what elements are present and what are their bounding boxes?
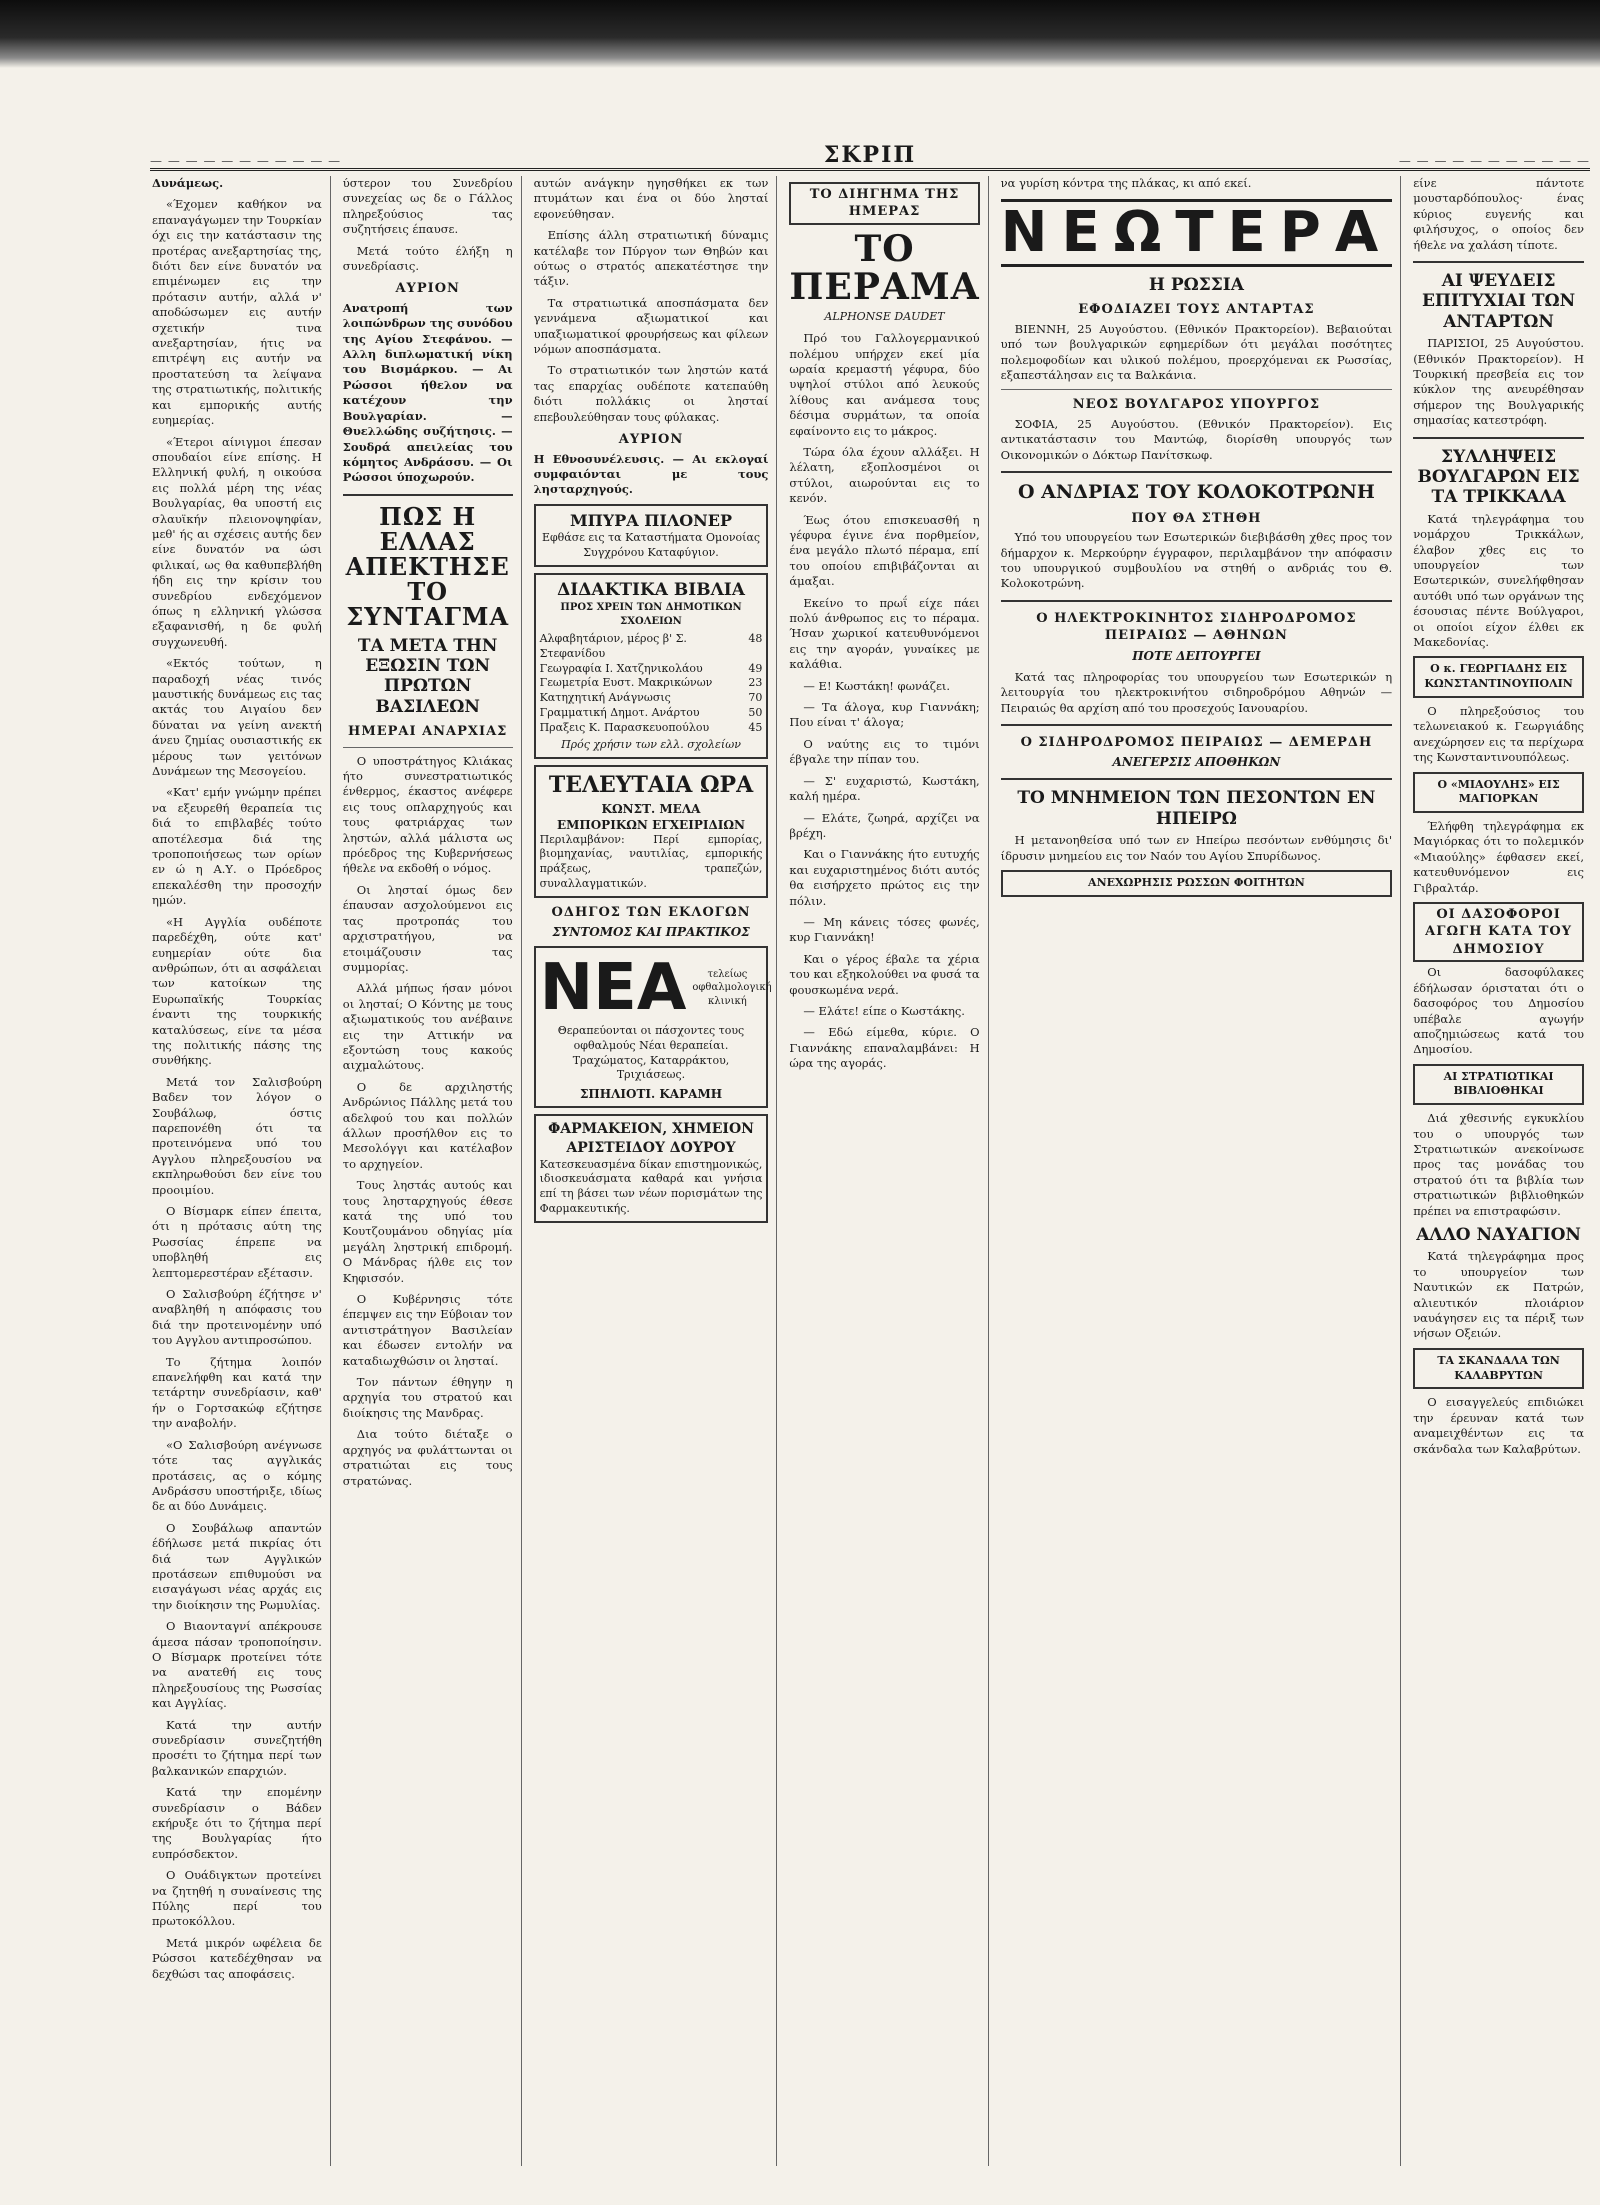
article-paragraph: Ο Ουάδιγκτων προτείνει να ζητηθή η συναίνεσις της Πύλης περί του πρωτοκόλλου. <box>152 1868 322 1929</box>
news-text: Οι δασοφύλακες έδήλωσαν όρισταται ότι ο δασοφόρος του Δημοσίου υπέβαλε αγωγήν αποζημιώσεως κατά του Δημοσίου. <box>1413 965 1584 1057</box>
subheadline-first-kings: ΤΑ ΜΕΤΑ ΤΗΝ ΕΞΩΣΙΝ ΤΩΝ ΠΡΩΤΩΝ ΒΑΣΙΛΕΩΝ <box>357 635 498 717</box>
ad-school-books <box>534 573 769 759</box>
ad-text: Εφθάσε εις τα Καταστήματα Ομονοίας Συγχρόνου Καταφύγιον. <box>541 531 761 559</box>
story-paragraph: Ο ναύτης εις το τιμόνι έβγαλε την πίπαν του. <box>789 736 980 767</box>
article-paragraph: «Κατ' εμήν γνώμην πρέπει να εξευρεθή θεραπεία τις διά το επιβλαβές τούτο αποτέλεσμα διά της τροποποιήσεως των ορίων εν ώ η Α.Υ. ο Πρόεδρος επεκαλέσθη την προσοχήν ημών. <box>152 785 322 908</box>
masthead-left-rule: — — — — — — — — — — — <box>150 154 342 168</box>
ad-title: ΜΠΥΡΑ ΠΙΛΟΝΕΡ <box>569 510 733 530</box>
ad-election-guide-title: ΟΔΗΓΟΣ ΤΩΝ ΕΚΛΟΓΩΝ <box>551 904 751 920</box>
news-text: Κατά τηλεγράφημα προς το υπουργείον των Ναυτικών εκ Πατρών, αλιευτικόν πλοιάριον ναυάγησεν εις τα πέριξ των νήσων Οξειών. <box>1413 1249 1584 1341</box>
news-subheadline-statue: ΠΟΥ ΘΑ ΣΤΗΘΗ <box>1131 510 1262 526</box>
article-paragraph: Ο Βίσμαρκ είπεν έπειτα, ότι η πρότασις αύτη της Ρωσσίας έπρεπε να υποβληθή εις λεπτομερεστέραν εξέτασιν. <box>152 1204 322 1280</box>
story-paragraph: Τώρα όλα έχουν αλλάξει. Η λέλατη, εξοπλοσμένοι οι στύλοι, αιωρούνται εις το κενόν. <box>789 444 980 506</box>
divider <box>1413 437 1584 439</box>
story-author: ALPHONSE DAUDET <box>824 310 945 324</box>
divider <box>343 747 513 748</box>
news-headline-kalavryta: ΤΑ ΣΚΑΝΔΑΛΑ ΤΩΝ ΚΑΛΑΒΡΥΤΩΝ <box>1413 1348 1584 1389</box>
news-subheadline-tram: ΠΟΤΕ ΔΕΙΤΟΥΡΓΕΙ <box>1132 648 1261 663</box>
news-headline-rebels: ΑΙ ΨΕΥΔΕΙΣ ΕΠΙΤΥΧΙΑΙ ΤΩΝ ΑΝΤΑΡΤΩΝ <box>1421 271 1576 332</box>
aurion-label: ΑΥΡΙΟΝ <box>395 281 460 297</box>
news-headline-minister: ΝΕΟΣ ΒΟΥΛΓΑΡΟΣ ΥΠΟΥΡΓΟΣ <box>1072 397 1321 413</box>
lead-word: Δυνάμεως. <box>152 176 224 190</box>
divider <box>343 494 513 496</box>
divider <box>1001 778 1393 780</box>
book-row: Γεωγραφία Ι. Χατζηνικολάου 49 <box>539 661 763 675</box>
article-paragraph: αυτών ανάγκην ηγησθήκει εκ των πτυμάτων και ένα οι δύο λησταί εφονεύθησαν. <box>533 176 769 221</box>
article-paragraph: Τα στρατιωτικά αποσπάσματα δεν γεννάμενα αξιωματικοί και υπαξιωματικοί φρουρήσεως και φίλεων νόμων αποσπάσματα. <box>533 295 769 357</box>
story-paragraph: Και ο Γιαννάκης ήτο ευτυχής και ευχαριστημένος διότι αυτός θα εισήρχετο πρώτος εις την πόλιν. <box>789 847 980 908</box>
ad-text: Κατεσκευασμένα δίκαν επιστημονικώς, ιδιοσκευάσματα καθαρά και γνήσια επί τη βάσει των νέων πορισμάτων της Φαρμακευτικής. <box>539 1157 763 1215</box>
story-title: ΤΟ ΠΕΡΑΜΑ <box>789 227 980 308</box>
news-subheadline-russia: ΕΦΟΔΙΑΖΕΙ ΤΟΥΣ ΑΝΤΑΡΤΑΣ <box>1078 302 1315 318</box>
article-paragraph: Το στρατιωτικόν των ληστών κατά τας επαρχίας ουδέποτε κατεπαύθη διότι πολλάκις οι λησταί επεβουλεύθησαν τους φύλακας. <box>533 363 769 424</box>
headline-greece-constitution: ΠΩΣ Η ΕΛΛΑΣ ΑΠΕΚΤΗΣΕ ΤΟ ΣΥΝΤΑΓΜΑ <box>345 501 510 632</box>
article-paragraph: Μετά τον Σαλισβούρη Βαδεν τον λόγον ο Σουβάλωφ, όστις παρεπονέθη ότι τα προτεινόμενα υπό του Αγγλου πληρεξουσίου να εκπληρωθούσι δεν είνε του προοιμίου. <box>152 1074 322 1197</box>
divider <box>1413 261 1584 263</box>
news-text: Ο πληρεξούσιος του τελωνειακού κ. Γεωργιάδης ανεχώρησεν εις τα περίχωρα της Κωνσταντινουπόλεως. <box>1413 703 1584 765</box>
story-paragraph: — Ε! Κωστάκη! φωνάζει. <box>803 678 951 693</box>
ad-subtitle: ΠΡΟΣ ΧΡΕΙΝ ΤΩΝ ΔΗΜΟΤΙΚΩΝ ΣΧΟΛΕΙΩΝ <box>560 602 742 627</box>
article-paragraph: Κατά την επομένην συνεδρίασιν ο Βάδεν εκήρυξε ότι το ζήτημα περί της Βουλγαρίας ήτο ευπρόσδεκτον. <box>152 1785 322 1861</box>
news-text: Έλήφθη τηλεγράφημα εκ Μαγιόρκας ότι το πολεμικόν «Μιαούλης» έφθασεν εκεί, κατευθυνόμενον εις Γιβραλτάρ. <box>1413 819 1584 895</box>
news-text: Υπό του υπουργείου των Εσωτερικών διεβιβάσθη χθες προς τον δήμαρχον κ. Μερκούρην έγγραφον, περιλαμβάνον την απόφασιν του υπουργικού συμβουλίου να στηθή ο ανδριάς του Θ. Κολοκοτρώνη. <box>1000 530 1393 591</box>
ad-eye-clinic <box>534 946 772 1108</box>
article-paragraph: Τους ληστάς αυτούς και τους λησταρχηγούς έθεσε κατά της υπό του Κουτζουμάνου οδηγίας μία μεγάλη ληστρική επιδρομή. Ο Μάνδρας ήλθε εις τον Κηφισσόν. <box>342 1178 513 1285</box>
news-subheadline-railway: ΑΝΕΓΕΡΣΙΣ ΑΠΟΘΗΚΩΝ <box>1112 755 1281 770</box>
story-paragraph: — Σ' ευχαριστώ, Κωστάκη, καλή ημέρα. <box>789 773 980 804</box>
news-headline-statue: Ο ΑΝΔΡΙΑΣ ΤΟΥ ΚΟΛΟΚΟΤΡΩΝΗ <box>1017 481 1375 504</box>
article-paragraph: Κατά την αυτήν συνεδρίασιν συνεζητήθη προσέτι το ζήτημα περί των βαλκανικών επαρχιών. <box>152 1717 322 1778</box>
ad-pharmacy <box>534 1114 769 1222</box>
clinic-doctor: ΣΠΗΛΙΟΤΙ. ΚΑΡΑΜΗ <box>579 1087 723 1102</box>
divider <box>1001 600 1393 602</box>
news-headline-georgiadis: Ο κ. ΓΕΩΡΓΙΑΔΗΣ ΕΙΣ ΚΩΝΣΤΑΝΤΙΝΟΥΠΟΛΙΝ <box>1413 656 1584 697</box>
latest-news-banner: ΝΕΩΤΕΡΑ <box>1000 200 1393 266</box>
divider <box>1001 724 1393 726</box>
article-paragraph: Ο Βιαονταγνί απέκρουσε άμεσα πάσαν τροποποίησιν. Ο Βίσμαρκ προτείνει τότε να ανατεθή εις τους πληρεξουσίους της Ρωσσίας και Αγγλίας. <box>152 1619 322 1711</box>
article-paragraph: Δια τούτο διέταξε ο αρχηγός να φυλάττωνται οι στρατιώται εις τους στρατώνας. <box>342 1427 513 1488</box>
book-row: Πραξεις Κ. Παρασκευοπούλου 45 <box>539 720 763 734</box>
article-paragraph: Ο υποστράτηγος Κλιάκας ήτο συνεστρατιωτικός ένθερμος, έκαστος ανέφερε εις τους οπλαρχηγούς και τους φατριάρχας των ληστών, αλλά μάλιστα ως πρόεδρος της Κυβερνήσεως ήθελε να εκδοθή ο νόμος. <box>342 753 513 876</box>
story-paragraph: Εκείνο το πρωΐ είχε πάει πολύ άνθρωπος εις το πέραμα. Ήσαν χωρικοί κατευθυνόμενοι εις την αγοράν, γυναίκες με καλάθια. <box>789 595 980 672</box>
column-4 <box>789 176 988 2166</box>
aurion-summary: Ανατροπή των λοιπώνδρων της συνόδου της Αγίου Στεφάνου. — Αλλη διπλωματική νίκη του Βισμάρκου. — Αι Ρώσσοι ήθελον να κατέχουν την Βουλγαρίαν. — Θυελλώδης συζήτησις. — Σουδρά απειλείας του κόμητος Ανδράσσυ. — Οι Ρώσσοι ύποχωρούν. <box>342 300 513 485</box>
ad-text: Περιλαμβάνον: Περί εμπορίας, βιομηχανίας, ναυτιλίας, εμπορικής πράξεως, τραπεζών, συναλλαγματικών. <box>539 832 763 890</box>
clinic-nea: ΝΕΑ <box>539 951 687 1026</box>
article-paragraph: Μετά τούτο έλήξη η συνεδρίασις. <box>342 243 513 274</box>
news-text: Ο εισαγγελεύς επιδιώκει την έρευναν κατά των αναμειχθέντων εις τα σκάνδαλα των Καλαβρύτων. <box>1413 1395 1584 1456</box>
article-paragraph: ύστερον του Συνεδρίου συνεχείας ως δε ο Γάλλος πληρεξούσιος τας συζητήσεις έπαυσε. <box>342 176 513 237</box>
article-paragraph: Ο Κυβέρνησις τότε έπεμψεν εις την Εύβοιαν τον αντιστράτηγον Βασιλείαν και έδωσεν εντολήν να καταδιωχθώσιν οι λησταί. <box>342 1292 513 1368</box>
news-headline-railway: Ο ΣΙΔΗΡΟΔΡΟΜΟΣ ΠΕΙΡΑΙΩΣ — ΔΕΜΕΡΔΗ <box>1020 734 1373 750</box>
story-paragraph: — Μη κάνεις τόσες φωνές, κυρ Γιαννάκη! <box>789 914 980 945</box>
ad-election-guide-sub: ΣΥΝΤΟΜΟΣ ΚΑΙ ΠΡΑΚΤΙΚΟΣ <box>552 925 750 940</box>
ad-title: ΦΑΡΜΑΚΕΙΟΝ, ΧΗΜΕΙΟΝ ΑΡΙΣΤΕΙΔΟΥ ΔΟΥΡΟΥ <box>548 1121 754 1156</box>
aurion-summary: Η Εθνοσυνέλευσις. — Αι εκλογαί συμφαιόνται με τους λησταρχηγούς. <box>533 451 769 497</box>
ad-last-hour <box>534 765 769 898</box>
book-note: Πρός χρήσιν των ελλ. σχολείων <box>561 738 741 752</box>
article-paragraph: Το ζήτημα λοιπόν επανελήφθη και κατά την τετάρτην συνεδρίασιν, καθ' ήν ο Γορτσακώφ εζήτησε την αναβολήν. <box>152 1354 322 1431</box>
story-paragraph: — Ελάτε, ζωηρά, αρχίζει να βρέχη. <box>789 810 980 840</box>
article-paragraph: Αλλά μήπως ήσαν μόνοι οι λησταί; Ο Κόντης με τους αξιωματικούς του ανέβαινε εις την Αττικήν να εξοντώση τους κακούς αιχμαλώτους. <box>342 981 513 1073</box>
ad-subtitle: ΚΩΝΣΤ. ΜΕΛΑ <box>601 801 701 816</box>
book-row: Κατηχητική Ανάγνωσις 70 <box>539 691 763 705</box>
news-text: ΠΑΡΙΣΙΟΙ, 25 Αυγούστου. (Εθνικόν Πρακτορείον). Η Τουρκική πρεσβεία εις τον κύκλον της ανευρέθησαν σήμερον της Βουλγαρικής σημασίας κατεστρόφη. <box>1413 336 1584 428</box>
news-headline-russia: Η ΡΩΣΣΙΑ <box>1148 275 1244 295</box>
news-headline-arrests: ΣΥΛΛΗΨΕΙΣ ΒΟΥΛΓΑΡΩΝ ΕΙΣ ΤΑ ΤΡΙΚΚΑΛΑ <box>1417 446 1580 508</box>
news-text: Η μετανοηθείσα υπό των εν Ηπείρω πεσόντων ενθύμησις δι' ίδρυσιν μνημείου εις τον Ναόν του Αγίου Σπυρίδωνος. <box>1000 833 1393 863</box>
article-paragraph: Ο Σουβάλωφ απαντών έδήλωσε μετά πικρίας ότι διά των Αγγλικών προτάσεων επιθυμούσι να εισαγάγωσι νέας αρχάς εις την διοίκησιν της Ρωμυλίας. <box>152 1520 322 1612</box>
news-headline-libraries: ΑΙ ΣΤΡΑΤΙΩΤΙΚΑΙ ΒΙΒΛΙΟΘΗΚΑΙ <box>1413 1064 1584 1105</box>
ad-subtitle: ΕΜΠΟΡΙΚΩΝ ΕΓΧΕΙΡΙΔΙΩΝ <box>556 817 746 832</box>
news-headline-monument: ΤΟ ΜΝΗΜΕΙΟΝ ΤΩΝ ΠΕΣΟΝΤΩΝ ΕΝ ΗΠΕΙΡΩ <box>1017 788 1376 829</box>
article-paragraph: Ο δε αρχιληστής Ανδρώνιος Πάλλης μετά του αδελφού του και πολλών άλλων προσήλθον εις το Μεσολόγγι και κατέλαβον το αρχηγείον. <box>342 1079 513 1171</box>
story-continuation: να γυρίση κόντρα της πλάκας, κι από εκεί. <box>1000 176 1252 190</box>
story-paragraph: Και ο γέρος έβαλε τα χέρια του και εξηκολούθει να φυσά τα φουσκωμένα νερά. <box>789 951 980 997</box>
column-5 <box>1001 176 1402 2166</box>
news-headline-tram: Ο ΗΛΕΚΤΡΟΚΙΝΗΤΟΣ ΣΙΔΗΡΟΔΡΟΜΟΣ ΠΕΙΡΑΙΩΣ — ΑΘΗΝΩΝ <box>1036 610 1357 644</box>
book-row: Γραμματική Δημοτ. Ανάρτου 50 <box>539 705 763 719</box>
article-paragraph: «Ο Σαλισβούρη ανέγνωσε τότε τας αγγλικάς προτάσεις, ας ο κόμης Ανδράσσυ υποστήριξε, ιδίως δε αι δύο Δυνάμεις. <box>152 1437 322 1514</box>
article-paragraph: Οι λησταί όμως δεν έπαυσαν ασχολούμενοι εις τας προτροπάς του αρχιστρατήγου, να ετοιμάζουσιν τας συμμορίας. <box>342 882 513 974</box>
news-text: Κατά τας πληροφορίας του υπουργείου των Εσωτερικών η λειτουργία του ηλεκτροκινήτου σιδηροδρόμου Αθηνών — Πειραιώς θα αρχίση από του προσεχούς Ιανουαρίου. <box>1000 669 1393 715</box>
story-kicker: ΤΟ ΔΙΗΓΗΜΑ ΤΗΣ ΗΜΕΡΑΣ <box>789 182 979 225</box>
column-2 <box>343 176 522 2166</box>
news-text: Διά χθεσινής εγκυκλίου του ο υπουργός των Στρατιωτικών ανεκοίνωσε προς τας μονάδας του στρατού ότι τα βιβλία των στρατιωτικών βιβλιοθηκών πρέπει να επιστραφώσιν. <box>1413 1111 1584 1218</box>
newspaper-page <box>152 176 1592 2166</box>
clinic-text: Θεραπεύονται οι πάσχοντες τους οφθαλμούς Νέαι θεραπείαι. Τραχώματος, Καταρράκτου, Τριχιάσεως. <box>557 1024 745 1082</box>
newspaper-title: ΣΚΡΙΠ <box>823 142 917 168</box>
news-text: ΒΙΕΝΝΗ, 25 Αυγούστου. (Εθνικόν Πρακτορείον). Βεβαιούται υπό των βουλγαρικών εφημερίδων ότι μεγάλαι ποσότητες πολεμοφοδίων και υλικού πολέμου, προερχόμεναι εκ Ρωσσίας, εξαπεστάλησαν εις τα Βαλκάνια. <box>1000 321 1393 383</box>
story-paragraph: — Ελάτε! είπε ο Κωστάκης. <box>803 1003 965 1018</box>
story-continuation: είνε πάντοτε μουσταρδόπουλος· ένας κύριος ευγενής και φιλήσυχος, ο οποίος δεν ήθελε να χαλάση τίποτε. <box>1413 176 1584 252</box>
news-text: Κατά τηλεγράφημα του νομάρχου Τρικκάλων, έλαβον χθες εις το υπουργείον των Εσωτερικών, συνελήφθησαν αυτόθι υπό των οργάνων της έσουσιας πέντε Βούλγαροι, οι οποίοι είχον έλθει εκ Μακεδονίας. <box>1413 511 1584 650</box>
news-headline-shipwreck: ΑΛΛΟ ΝΑΥΑΓΙΟΝ <box>1416 1225 1581 1246</box>
book-row: Αλφαβητάριον, μέρος β' Σ. Στεφανίδου 48 <box>539 632 763 660</box>
news-headline-students: ΑΝΕΧΩΡΗΣΙΣ ΡΩΣΣΩΝ ΦΟΙΤΗΤΩΝ <box>1001 870 1393 897</box>
divider <box>1001 471 1393 473</box>
masthead <box>150 138 1590 171</box>
clinic-side: τελείως οφθαλμολογική κλινική <box>692 969 772 1007</box>
aurion-label: ΑΥΡΙΟΝ <box>618 432 684 448</box>
masthead-right-rule: — — — — — — — — — — — <box>1398 154 1590 168</box>
subheadline-anarchy: ΗΜΕΡΑΙ ΑΝΑΡΧΙΑΣ <box>348 724 508 740</box>
story-paragraph: Πρό του Γαλλογερμανικού πολέμου υπήρχεν εκεί μία ωραία κρεμαστή γέφυρα, δύο υψηλοί στύλοι από λευκούς λίθους και ανάμεσα τους δέσιμα συρμάτων, τα οποία εφαίνοντο εις το μάκρος. <box>789 331 980 438</box>
article-paragraph: «Έτεροι αίνιγμοι έπεσαν σπουδαίοι είνε επίσης. Η Ελληνική φυλή, η οικούσα εις πολλά μέρη της νέας Βουλγαρίας, θα υποστή εις σλαυϊκήν πλειονοψηφίαν, μεθ' ής αι σχέσεις αυτής δεν είνε δυνατόν να ώσι φιλικαί, ως θα καθυπεβλήθη ήδη εις την κρίσιν του συνεδρίου ενδεχόμενον όπως η ελληνική γλώσσα εξαφανισθή, η δε φυλή συγχωνευθή. <box>152 434 322 649</box>
news-headline-foresters: ΟΙ ΔΑΣΟΦΟΡΟΙ ΑΓΩΓΗ ΚΑΤΑ ΤΟΥ ΔΗΜΟΣΙΟΥ <box>1413 902 1584 962</box>
ad-title: ΔΙΔΑΚΤΙΚΑ ΒΙΒΛΙΑ <box>557 579 745 600</box>
article-paragraph: «Η Αγγλία ουδέποτε παρεδέχθη, ούτε κατ' ευημερίαν ούτε δια ανθρώπων, ότι αι ασφάλειαι των κατοίκων της Ευρωπαϊκής Τουρκίας έναντι της τουρκικής καταλύσεως, είνε τα μέσα της πολιτικής πάσης της συνθήκης. <box>152 914 322 1068</box>
story-paragraph: — Εδώ είμεθα, κύριε. Ο Γιαννάκης επαναλαμβάνει: Η ώρα της αγοράς. <box>789 1025 980 1071</box>
article-paragraph: Τον πάντων έθηγην η αρχηγία του στρατού και διοίκησις της Μανδρας. <box>342 1375 513 1420</box>
article-paragraph: Μετά μικρόν ωφέλεια δε Ρώσσοι κατεδέχθησαν να δεχθώσι τας αποφάσεις. <box>152 1935 322 1981</box>
news-text: ΣΟΦΙΑ, 25 Αυγούστου. (Εθνικόν Πρακτορείον). Εις αντικατάστασιν του Μαντώφ, διορίσθη υπουργός των Οικονομικών ο Δόκτωρ Πανίτσκωφ. <box>1000 416 1393 462</box>
story-paragraph: — Τα άλογα, κυρ Γιαννάκη; Που είναι τ' άλογα; <box>789 700 980 730</box>
book-row: Γεωμετρία Ευστ. Μακρικώνων 23 <box>539 676 763 690</box>
story-paragraph: Έως ότου επισκευασθή η γέφυρα έγινε ένα πορθμείον, ένα μεγάλο πλωτό πέραμα, επί του οποίου επιβιβάζονται αι άμαξαι. <box>789 512 980 589</box>
ad-beer-pioneer <box>534 504 769 567</box>
column-1 <box>152 176 331 2166</box>
article-paragraph: Ο Σαλισβούρη έζήτησε ν' αναβληθή η απόφασις του διά την προτεινομένην υπό του Αγγλου αντιπροσώπου. <box>152 1287 322 1348</box>
ad-title: ΤΕΛΕΥΤΑΙΑ ΩΡΑ <box>548 772 754 799</box>
article-paragraph: Επίσης άλλη στρατιωτική δύναμις κατέλαβε τον Πύργον των Θηβών και ούτως ο στρατός απεκατέστησε την τάξιν. <box>533 228 769 289</box>
divider <box>1001 389 1393 390</box>
article-paragraph: «Εκτός τούτων, η παραδοχή νέας τινός μαυστικής δυνάμεως εις τας ακτάς του Αιγαίου δεν δύναται να γείνη ανεκτή άνευ ζημίας ουσιαστικής εκ μέρους των γειτόνων Δυνάμεων της Μεσογείου. <box>152 656 322 779</box>
article-paragraph: «Έχομεν καθήκον να επαναγάγωμεν την Τουρκίαν όχι εις την κατάστασιν της προτέρας ανεξαρτησίας της, διότι δεν είνε δυνατόν να επιμένωμεν εις την πρότασιν αυτήν, αλλά ν' αποδώσωμεν εις αυτήν σχετικήν τινα ανεξαρτησίαν, ήτις να επιτρέψη εις αυτήν να προστατεύση τα λείψανα της στρατιωτικής, πολιτικής και εμπορικής αυτής ευημερίας. <box>152 197 322 428</box>
column-6 <box>1413 176 1592 2166</box>
scan-top-band <box>0 0 1600 68</box>
news-headline-miaoulis: Ο «ΜΙΑΟΥΛΗΣ» ΕΙΣ ΜΑΓΙΟΡΚΑΝ <box>1413 772 1584 813</box>
column-3 <box>534 176 778 2166</box>
